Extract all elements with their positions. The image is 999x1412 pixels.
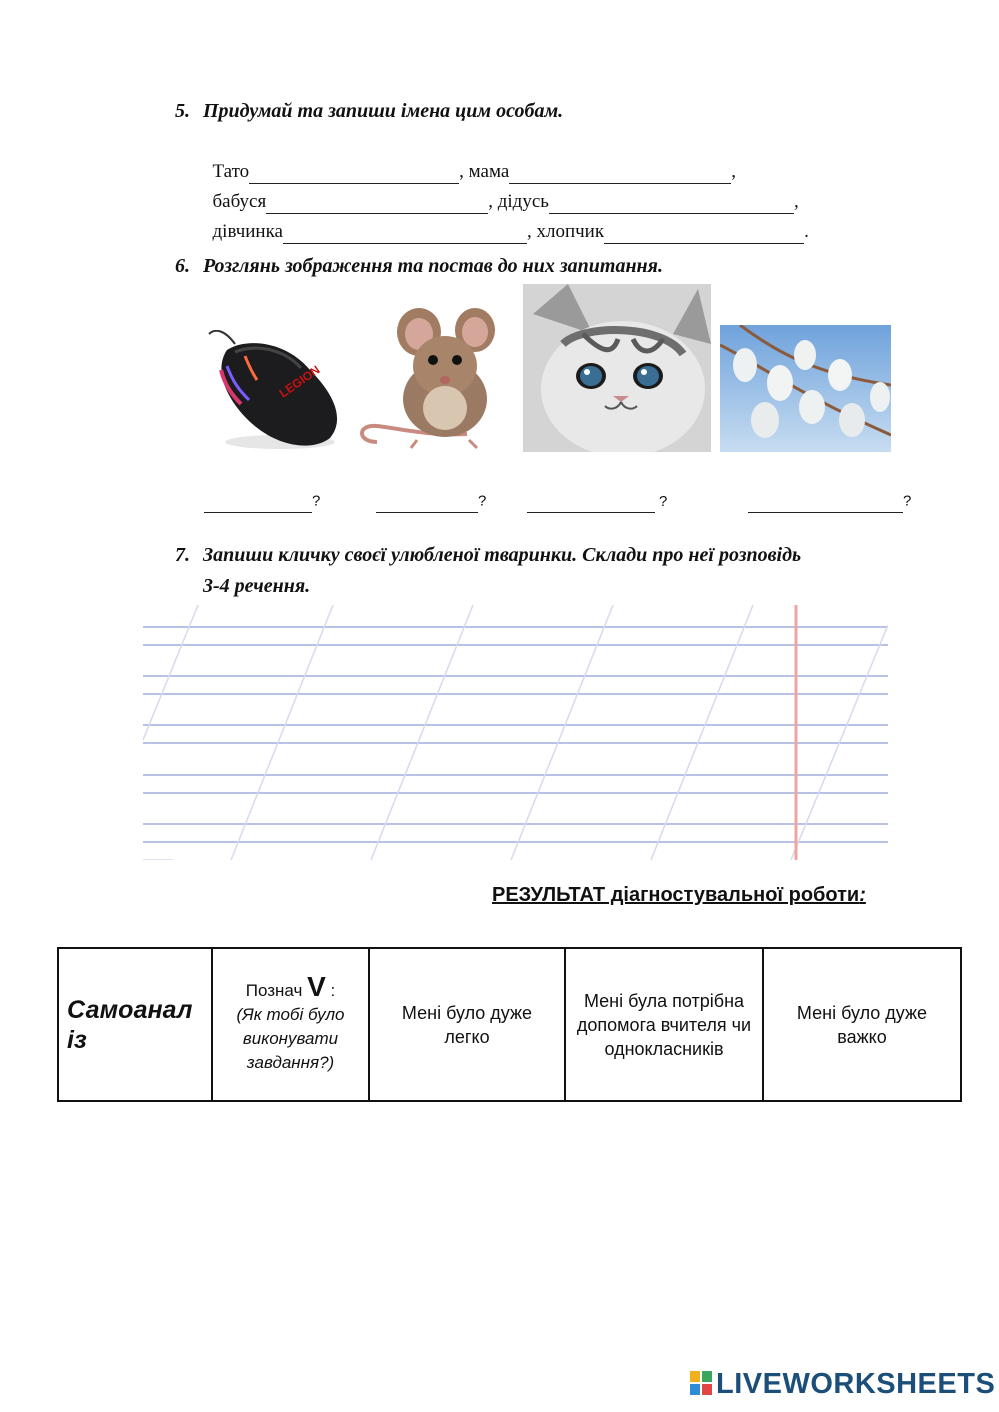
computer-mouse-image [205,330,345,452]
pussy-willow-image [720,325,891,452]
question-input-2[interactable] [376,490,478,513]
question-mark: ? [478,492,487,510]
option-very-easy[interactable]: Мені було дуже легко [369,948,565,1101]
question-4 [748,490,911,513]
task6-title [175,251,663,281]
question-input-1[interactable] [204,490,312,513]
label-tato: Тато [212,161,250,182]
mark-colon: : [330,980,336,1000]
result-title-text: РЕЗУЛЬТАТ діагностувальної роботи [492,884,860,906]
punct: , [731,161,737,182]
mark-prefix: Познач [245,980,303,1000]
question-input-4[interactable] [748,490,903,513]
self-assessment-table [57,947,962,1102]
question-2 [376,490,486,513]
label-divchynka: дівчинка [212,221,283,242]
question-mark: ? [312,492,321,510]
label-babusia: бабуся [212,191,267,212]
mark-hint: (Як тобі було виконувати завдання?) [236,1004,345,1072]
label-khlopchyk: , хлопчик [526,221,605,242]
check-v-symbol: V [307,970,326,1002]
task7-title-line2: 3-4 речення. [203,575,311,597]
task5-line-3 [203,187,809,247]
self-assessment-label: Самоанал із [58,948,212,1101]
svg-text:LEGION: LEGION [276,362,323,401]
task7-title [175,540,801,570]
name-input-khlopchyk[interactable] [604,221,804,244]
label-mama: , мама [459,161,510,182]
kitten-image [523,284,711,452]
mark-instruction [212,948,369,1101]
result-title-colon: : [859,884,866,906]
live-badge-icon [690,1370,712,1394]
task6-number: 6. [175,255,190,277]
option-needed-help[interactable]: Мені була потрібна допомога вчителя чи однокласників [565,948,763,1101]
result-title [492,884,866,907]
liveworksheets-logo [690,1368,995,1401]
label-didus: , дідусь [488,191,549,212]
mouse-animal-image [357,304,502,454]
question-mark: ? [659,492,668,510]
brand-text: LIVEWORKSHEETS [716,1368,996,1400]
task7-number: 7. [175,544,190,566]
question-1 [204,490,320,513]
writing-area[interactable] [143,605,888,860]
task6-text: Розглянь зображення та постав до них запитання. [203,255,663,277]
task5-number: 5. [175,100,190,122]
question-input-3[interactable] [527,490,655,513]
punct: . [804,221,809,242]
option-very-hard[interactable]: Мені було дуже важко [763,948,961,1101]
question-mark: ? [903,492,912,510]
task7-text-line1: Запиши кличку своєї улюбленої тваринки. Склади про неї розповідь [203,544,802,566]
task5-title [175,96,563,126]
name-input-divchynka[interactable] [283,221,527,244]
punct: , [793,191,799,212]
question-3 [527,490,667,513]
task5-text: Придумай та запиши імена цим особам. [203,100,564,122]
